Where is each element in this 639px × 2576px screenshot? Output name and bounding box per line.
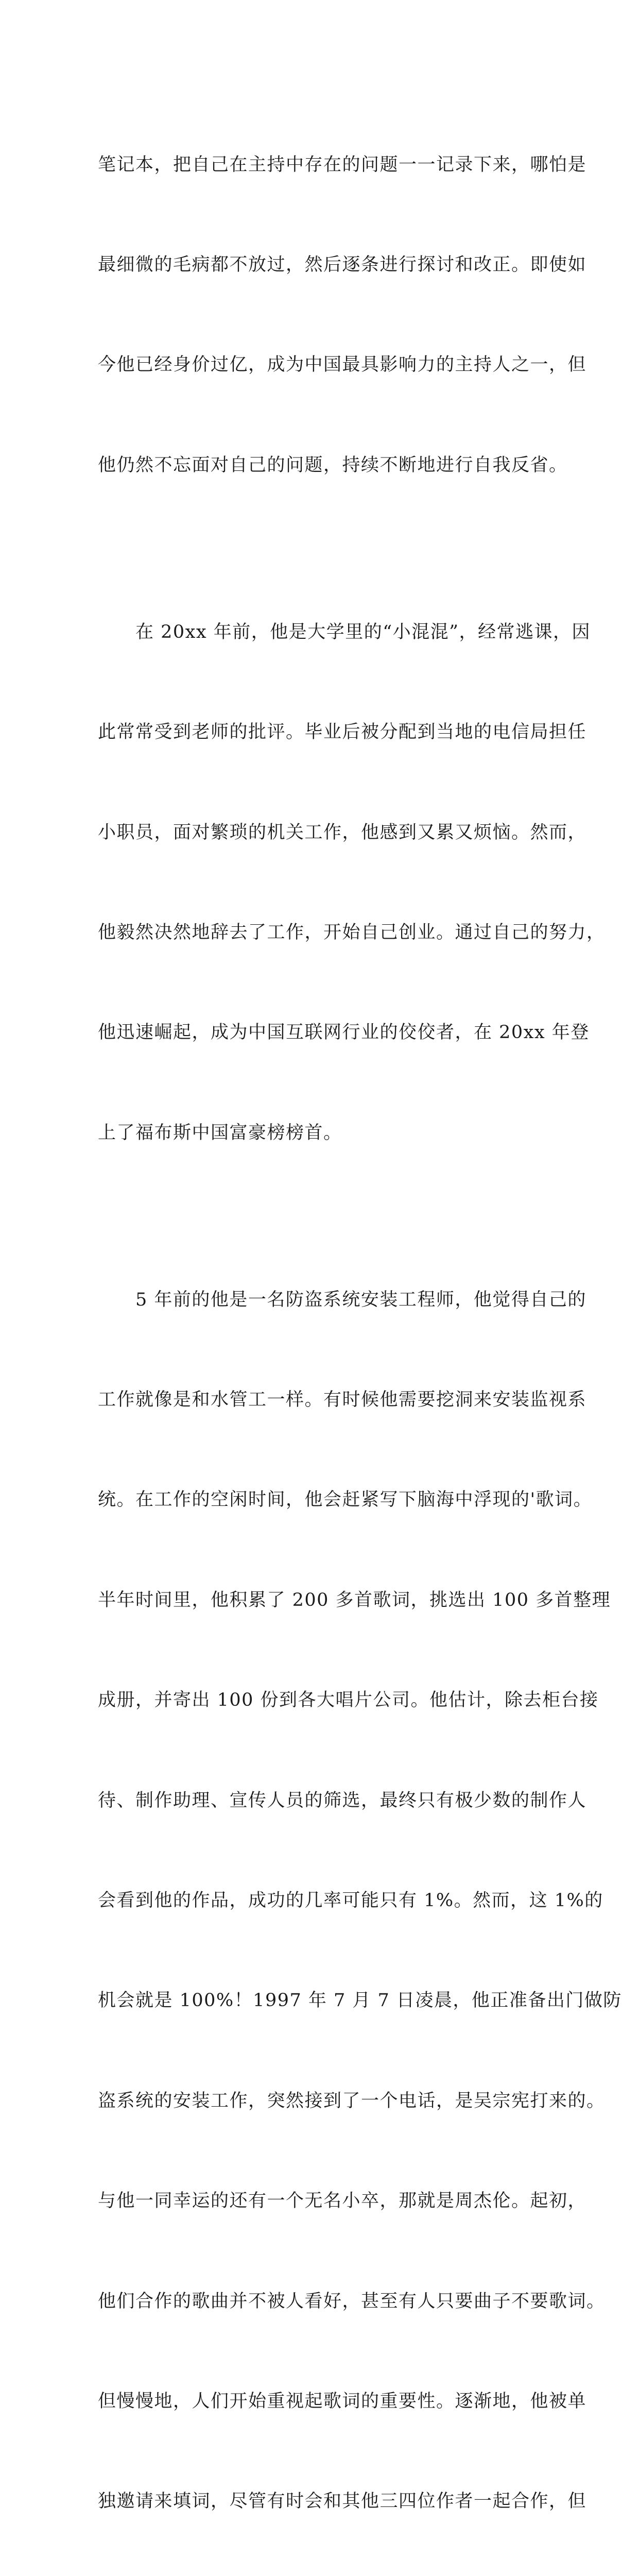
body-text: [98, 81, 622, 2576]
text-line: 会看到他的作品，成功的几率可能只有 1%。然而，这 1%的: [98, 1890, 603, 1911]
text-line: 他毅然决然地辞去了工作，开始自己创业。通过自己的努力，: [98, 922, 606, 943]
paragraph-2: [98, 549, 606, 1216]
text-line: 他迅速崛起，成为中国互联网行业的佼佼者，在 20xx 年登: [98, 1022, 590, 1043]
text-line: 半年时间里，他积累了 200 多首歌词，挑选出 100 多首整理: [98, 1589, 611, 1611]
text-line: 小职员，面对繁琐的机关工作，他感到又累又烦恼。然而，: [98, 822, 587, 843]
text-line: 与他一同幸运的还有一个无名小卒，那就是周杰伦。起初，: [98, 2191, 587, 2212]
text-line: 上了福布斯中国富豪榜榜首。: [98, 1122, 342, 1143]
text-line: 他仍然不忘面对自己的问题，持续不断地进行自我反省。: [98, 454, 568, 476]
text-line: 盗系统的安装工作，突然接到了一个电话，是吴宗宪打来的。: [98, 2090, 606, 2111]
paragraph-3: [98, 1216, 622, 2576]
text-line: 5 年前的他是一名防盗系统安装工程师，他觉得自己的: [98, 1289, 586, 1310]
text-line: 在 20xx 年前，他是大学里的“小混混”，经常逃课，因: [98, 621, 591, 642]
paragraph-1: [98, 81, 587, 549]
text-line: 独邀请来填词，尽管有时会和其他三四位作者一起合作，但: [98, 2491, 587, 2512]
text-line: 统。在工作的空闲时间，他会赶紧写下脑海中浮现的'歌词。: [98, 1489, 593, 1511]
text-line: 笔记本，把自己在主持中存在的问题一一记录下来，哪怕是: [98, 154, 587, 175]
text-line: 待、制作助理、宣传人员的筛选，最终只有极少数的制作人: [98, 1790, 587, 1811]
text-line: 成册，并寄出 100 份到各大唱片公司。他估计，除去柜台接: [98, 1690, 599, 1711]
text-line: 工作就像是和水管工一样。有时候他需要挖洞来安装监视系: [98, 1389, 587, 1411]
text-line: 他们合作的歌曲并不被人看好，甚至有人只要曲子不要歌词。: [98, 2291, 606, 2312]
text-line: 但慢慢地，人们开始重视起歌词的重要性。逐渐地，他被单: [98, 2391, 587, 2412]
text-line: 此常常受到老师的批评。毕业后被分配到当地的电信局担任: [98, 722, 587, 743]
text-line: 机会就是 100%！1997 年 7 月 7 日凌晨，他正准备出门做防: [98, 1990, 622, 2011]
text-line: 最细微的毛病都不放过，然后逐条进行探讨和改正。即使如: [98, 254, 587, 275]
text-line: 今他已经身价过亿，成为中国最具影响力的主持人之一，但: [98, 354, 587, 376]
